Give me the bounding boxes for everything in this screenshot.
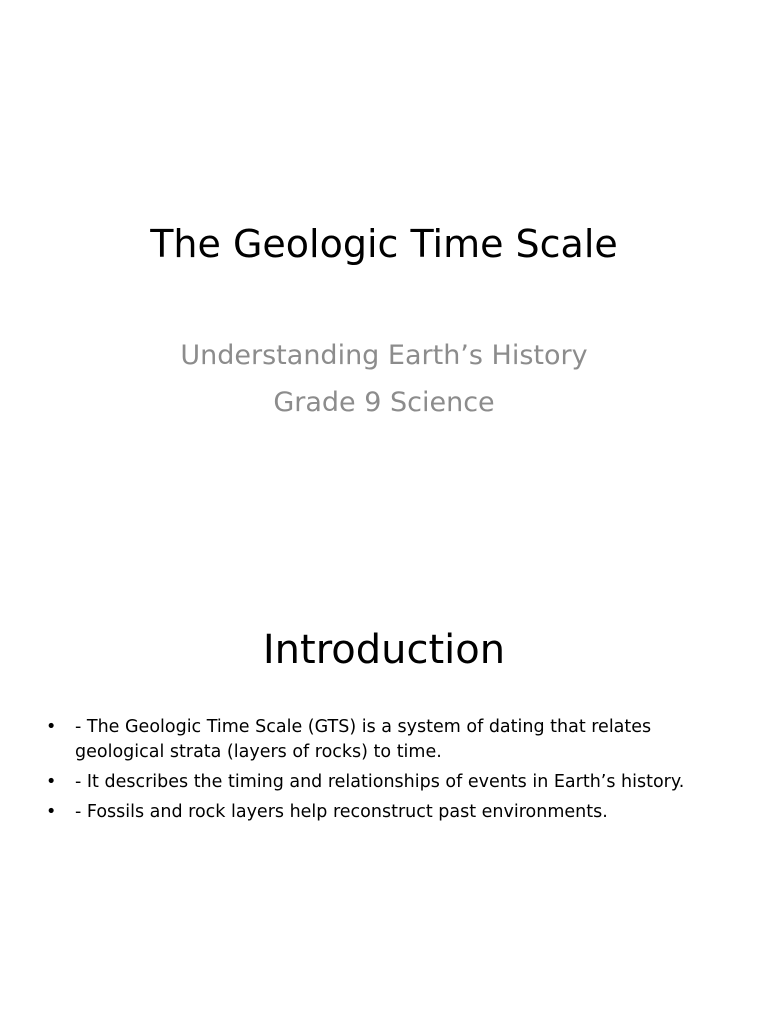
- bullet-icon: •: [46, 717, 57, 737]
- bullet-list: [40, 715, 730, 830]
- introduction-slide: [0, 512, 768, 1024]
- slide-title: Introduction: [262, 627, 506, 673]
- slide-subtitle: [0, 332, 768, 426]
- subtitle-line-2: Grade 9 Science: [273, 387, 495, 418]
- bullet-text: - The Geologic Time Scale (GTS) is a system of dating that relates geological strata (layers of rocks) to time.: [75, 717, 652, 762]
- bullet-item: [40, 800, 730, 825]
- bullet-icon: •: [46, 802, 57, 822]
- subtitle-line-1: Understanding Earth’s History: [180, 340, 588, 371]
- bullet-item: [40, 715, 730, 765]
- bullet-item: [40, 770, 730, 795]
- slide-title: The Geologic Time Scale: [150, 222, 618, 266]
- bullet-text: - Fossils and rock layers help reconstruct past environments.: [75, 802, 608, 822]
- bullet-text: - It describes the timing and relationships of events in Earth’s history.: [75, 772, 685, 792]
- bullet-icon: •: [46, 772, 57, 792]
